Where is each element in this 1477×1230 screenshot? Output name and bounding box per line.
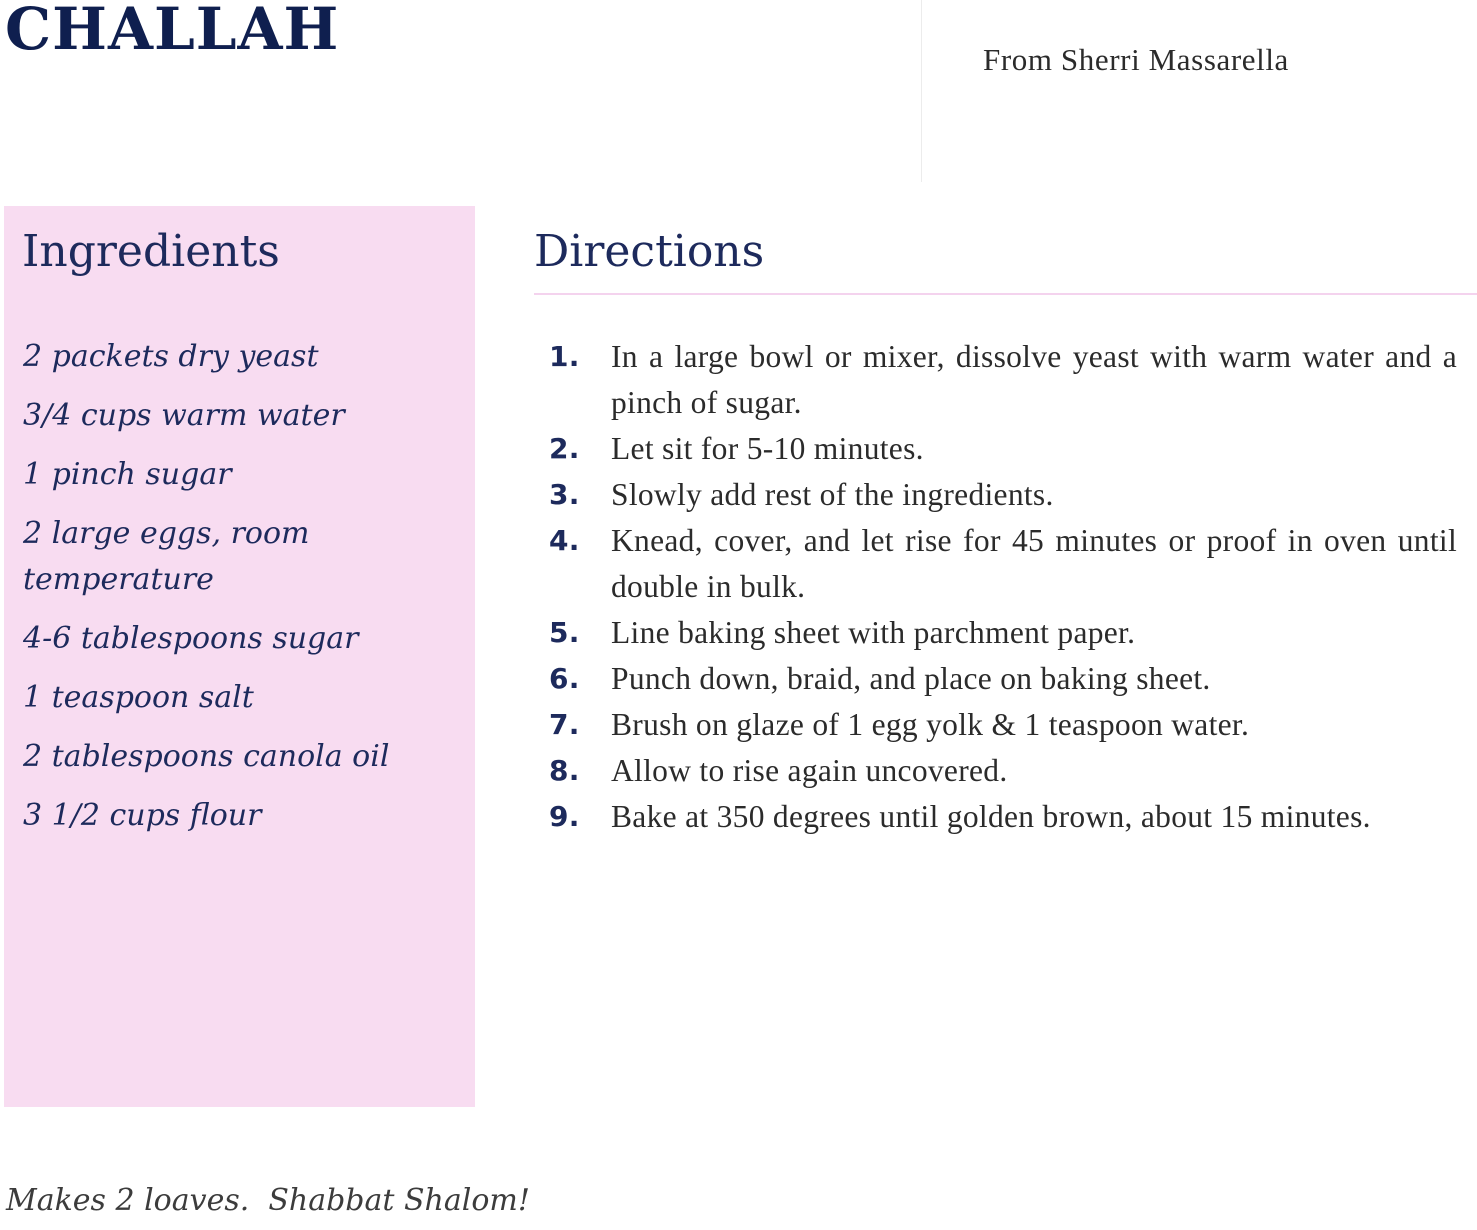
- step-text: Punch down, braid, and place on baking sheet.: [611, 661, 1211, 696]
- directions-list: [549, 334, 1457, 840]
- ingredient-item: 3/4 cups warm water: [23, 398, 345, 433]
- step-number: 4.: [549, 524, 580, 557]
- direction-step: [549, 702, 1457, 748]
- step-text: Knead, cover, and let rise for 45 minutes or proof in oven until double in bulk.: [611, 523, 1457, 604]
- step-text: Let sit for 5-10 minutes.: [611, 431, 924, 466]
- directions-rule: [534, 293, 1477, 295]
- direction-step: [549, 656, 1457, 702]
- direction-step: [549, 472, 1457, 518]
- step-number: 7.: [549, 708, 580, 741]
- footer-note: Makes 2 loaves. Shabbat Shalom!: [6, 1183, 530, 1218]
- ingredients-panel: [4, 206, 475, 1107]
- directions-heading: Directions: [534, 226, 765, 277]
- ingredient-item: 1 pinch sugar: [23, 457, 232, 492]
- ingredient-item: 2 large eggs, room temperature: [23, 516, 310, 597]
- step-number: 8.: [549, 754, 580, 787]
- direction-step: [549, 426, 1457, 472]
- step-text: Slowly add rest of the ingredients.: [611, 477, 1054, 512]
- step-number: 2.: [549, 432, 580, 465]
- direction-step: [549, 610, 1457, 656]
- step-text: Allow to rise again uncovered.: [611, 753, 1008, 788]
- recipe-title: CHALLAH: [5, 0, 340, 63]
- ingredient-item: 3 1/2 cups flour: [23, 798, 262, 833]
- ingredient-item: 4-6 tablespoons sugar: [23, 621, 359, 656]
- step-text: Brush on glaze of 1 egg yolk & 1 teaspoon water.: [611, 707, 1250, 742]
- ingredient-item: 2 packets dry yeast: [23, 339, 319, 374]
- step-number: 9.: [549, 800, 580, 833]
- ingredients-heading: Ingredients: [22, 226, 280, 277]
- direction-step: [549, 794, 1457, 840]
- direction-step: [549, 334, 1457, 426]
- ingredient-item: 1 teaspoon salt: [23, 680, 254, 715]
- recipe-author: From Sherri Massarella: [983, 42, 1289, 77]
- step-text: Line baking sheet with parchment paper.: [611, 615, 1136, 650]
- ingredient-item: 2 tablespoons canola oil: [23, 739, 390, 774]
- ingredients-list: [23, 334, 463, 852]
- step-number: 1.: [549, 340, 580, 373]
- step-number: 5.: [549, 616, 580, 649]
- direction-step: [549, 748, 1457, 794]
- header-divider: [921, 0, 922, 182]
- step-number: 6.: [549, 662, 580, 695]
- step-number: 3.: [549, 478, 580, 511]
- direction-step: [549, 518, 1457, 610]
- step-text: In a large bowl or mixer, dissolve yeast with warm water and a pinch of sugar.: [611, 339, 1457, 420]
- step-text: Bake at 350 degrees until golden brown, about 15 minutes.: [611, 799, 1371, 834]
